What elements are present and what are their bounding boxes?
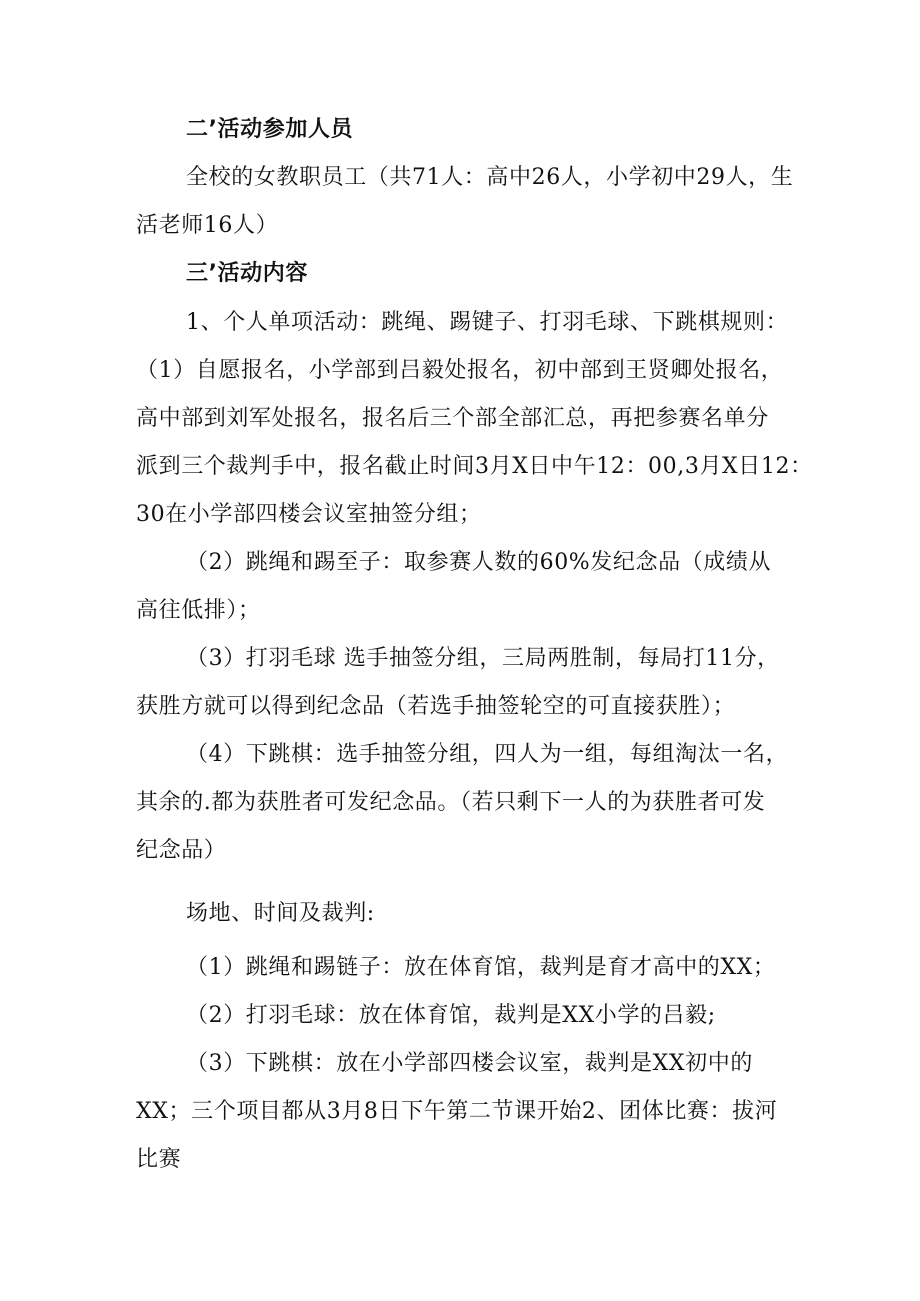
participants-line-1: 全校的女教职员工（共71人：高中26人，小学初中29人，生 [186, 165, 794, 190]
rule-4-line-2: 其余的.都为获胜者可发纪念品。（若只剩下一人的为获胜者可发 [136, 790, 766, 815]
venue-3-line-3: 比赛 [136, 1147, 182, 1172]
rule-1-line-2: 高中部到刘军处报名，报名后三个部全部汇总，再把参赛名单分 [136, 406, 769, 431]
rule-3-line-1: （3）打羽毛球 选手抽签分组，三局两胜制，每局打11分， [186, 646, 780, 671]
venue-title: 场地、时间及裁判: [186, 901, 375, 926]
rule-1-line-4: 30在小学部四楼会议室抽签分组； [136, 502, 482, 527]
rule-1-line-1: （1）自愿报名，小学部到吕毅处报名，初中部到王贤卿处报名， [136, 358, 784, 383]
section-2-heading: 二’活动参加人员 [186, 117, 354, 142]
venue-2: （2）打羽毛球：放在体育馆，裁判是XX小学的吕毅; [186, 1003, 716, 1028]
individual-events-title: 1、个人单项活动：跳绳、踢键子、打羽毛球、下跳棋规则： [186, 310, 789, 335]
rule-4-line-3: 纪念品） [136, 838, 227, 863]
rule-3-line-2: 获胜方就可以得到纪念品（若选手抽签轮空的可直接获胜）； [136, 694, 736, 719]
rule-1-line-3: 派到三个裁判手中，报名截止时间3月X日中午12：00,3月X日12： [136, 454, 813, 479]
rule-2-line-2: 高往低排）； [136, 598, 261, 623]
section-3-heading: 三’活动内容 [186, 261, 308, 286]
venue-3-line-1: （3）下跳棋：放在小学部四楼会议室，裁判是XX初中的 [186, 1051, 753, 1076]
rule-2-line-1: （2）跳绳和踢至子：取参赛人数的60%发纪念品（成绩从 [186, 550, 772, 575]
participants-line-2: 活老师16人） [136, 213, 279, 238]
venue-3-line-2: XX；三个项目都从3月8日下午第二节课开始2、团体比赛：拔河 [136, 1099, 778, 1124]
venue-1: （1）跳绳和踢链子：放在体育馆，裁判是育才高中的XX； [186, 955, 776, 980]
rule-4-line-1: （4）下跳棋：选手抽签分组，四人为一组，每组淘汰一名， [186, 742, 789, 767]
